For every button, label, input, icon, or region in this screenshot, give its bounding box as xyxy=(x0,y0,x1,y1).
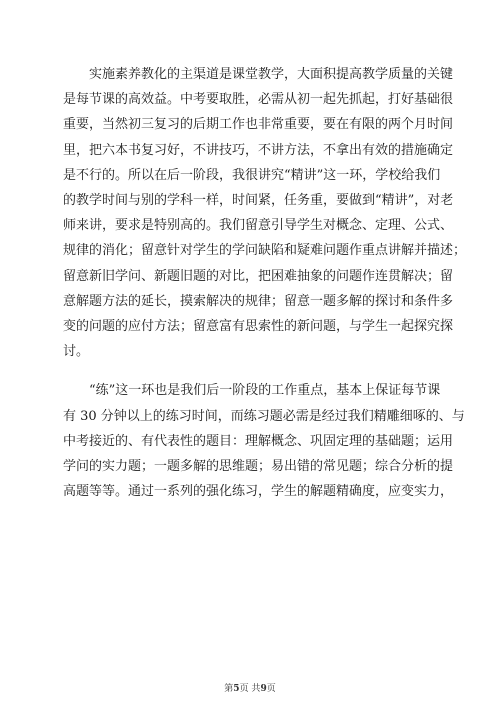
text-line: 高题等等。通过一系列的强化练习，学生的解题精确度，应变实力， xyxy=(63,484,454,500)
text-line: 是不行的。所以在后一阶段，我很讲究“精讲”这一环，学校给我们 xyxy=(63,167,441,183)
text-line: 讨。 xyxy=(63,344,90,360)
paragraph-2 xyxy=(63,378,463,504)
text-line: 中考接近的、有代表性的题目：理解概念、巩固定理的基础题；运用 xyxy=(63,433,454,449)
text-line: 师来讲，要求是特别高的。我们留意引导学生对概念、定理、公式、 xyxy=(63,218,454,234)
text-line: 有 30 分钟以上的练习时间，而练习题必需是经过我们精雕细啄的、与 xyxy=(63,408,465,424)
total-pages-number: 9 xyxy=(260,684,267,694)
text-line: 的教学时间与别的学科一样，时间紧，任务重，要做到“精讲”，对老 xyxy=(63,193,454,209)
text-line: 是每节课的高效益。中考要取胜，必需从初一起先抓起，打好基础很 xyxy=(63,92,454,108)
text-line: 留意新旧学问、新题旧题的对比，把困难抽象的问题作连贯解决；留 xyxy=(63,268,454,284)
document-body xyxy=(63,62,467,504)
text-line: 里，把六本书复习好，不讲技巧，不讲方法，不拿出有效的措施确定 xyxy=(63,142,454,158)
text-line: 重要，当然初三复习的后期工作也非常重要，要在有限的两个月时间 xyxy=(63,117,454,133)
text-line: 学问的实力题；一题多解的思维题；易出错的常见题；综合分析的提 xyxy=(63,459,454,475)
text-line: “练”这一环也是我们后一阶段的工作重点，基本上保证每节课 xyxy=(89,383,441,399)
footer-suffix: 页 xyxy=(266,684,276,694)
current-page-number: 5 xyxy=(233,684,240,694)
text-line: 变的问题的应付方法；留意富有思索性的新问题，与学生一起探究探 xyxy=(63,319,454,335)
page-footer xyxy=(0,681,500,694)
text-line: 意解题方法的延长，摸索解决的规律；留意一题多解的探讨和条件多 xyxy=(63,293,454,309)
footer-middle: 页 共 xyxy=(239,684,261,694)
text-line: 规律的消化；留意针对学生的学问缺陷和疑难问题作重点讲解并描述； xyxy=(63,243,467,259)
footer-prefix: 第 xyxy=(224,684,234,694)
text-line: 实施素养教化的主渠道是课堂教学，大面积提高教学质量的关键 xyxy=(89,67,454,82)
paragraph-1 xyxy=(63,62,467,364)
